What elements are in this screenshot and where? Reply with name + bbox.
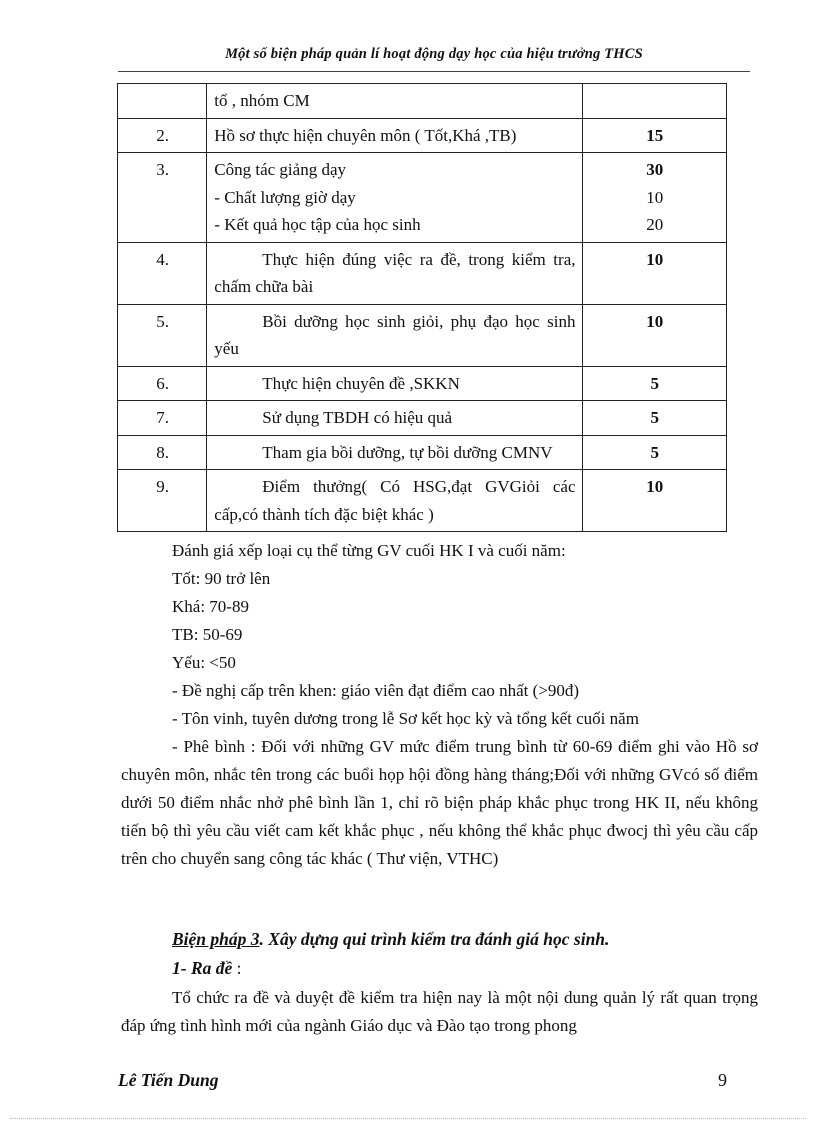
points-value: 10 xyxy=(646,311,664,331)
criteria-line xyxy=(214,370,575,398)
criteria-number: 6. xyxy=(118,366,207,401)
grade-fair: Khá: 70-89 xyxy=(172,597,249,616)
evaluation-text xyxy=(121,537,758,873)
header-divider xyxy=(118,71,750,72)
points-value: 20 xyxy=(646,215,664,234)
criteria-row xyxy=(118,366,727,401)
criteria-line: Công tác giảng dạy xyxy=(214,160,346,179)
evaluation-intro: Đánh giá xếp loại cụ thể từng GV cuối HK I và cuối năm: xyxy=(172,541,566,560)
criteria-description xyxy=(207,153,582,243)
criteria-row xyxy=(118,118,727,153)
criteria-number: 4. xyxy=(118,242,207,304)
points-value xyxy=(590,87,721,115)
criteria-number: 3. xyxy=(118,153,207,243)
criteria-line-text: Tham gia bồi dưỡng, tự bồi dưỡng CMNV xyxy=(262,442,553,462)
grade-average: TB: 50-69 xyxy=(172,625,243,644)
section-intro xyxy=(121,984,758,1040)
criteria-line-text: Thực hiện chuyên đề ,SKKN xyxy=(262,373,460,393)
criteria-row xyxy=(118,242,727,304)
criteria-line xyxy=(214,404,575,432)
points-value: 10 xyxy=(646,477,664,496)
points-value: 10 xyxy=(646,187,664,207)
reward-item: - Đề nghị cấp trên khen: giáo viên đạt điểm cao nhất (>90đ) xyxy=(172,681,580,700)
criteria-description xyxy=(207,401,582,436)
criteria-number: 8. xyxy=(118,435,207,470)
criteria-points xyxy=(582,470,727,532)
criteria-description xyxy=(207,435,582,470)
points-value: 5 xyxy=(650,442,659,462)
criteria-number: 5. xyxy=(118,304,207,366)
criteria-line-text: Sử dụng TBDH có hiệu quả xyxy=(262,408,453,427)
criteria-number xyxy=(118,84,207,119)
criteria-description xyxy=(207,366,582,401)
criteria-row xyxy=(118,435,727,470)
sub-heading xyxy=(172,958,242,979)
points-value: 5 xyxy=(650,373,659,393)
criteria-line: - Kết quả học tập của học sinh xyxy=(214,215,421,234)
criteria-number: 7. xyxy=(118,401,207,436)
criteria-number: 9. xyxy=(118,470,207,532)
sub-heading-label: 1- Ra đề xyxy=(172,958,233,978)
criteria-line: - Chất lượng giờ dạy xyxy=(214,187,356,207)
points-value: 10 xyxy=(646,249,664,269)
section-label: Biện pháp 3 xyxy=(172,929,260,949)
criteria-points xyxy=(582,401,727,436)
section-heading xyxy=(172,929,609,950)
criteria-points xyxy=(582,304,727,366)
section-intro-text: Tổ chức ra đề và duyệt đề kiểm tra hiện nay là một nội dung quản lý rất quan trọng đáp ứng tình hình mới của ngành Giáo dục và Đào tạo trong phong xyxy=(121,988,758,1035)
criteria-line xyxy=(214,246,575,301)
criticism-item: - Phê bình : Đối với những GV mức điểm trung bình từ 60-69 điểm ghi vào Hồ sơ chuyên môn, nhắc tên trong các buổi họp hội đồng hàng tháng;Đối với những GVcó số điểm dưới 50 điểm nhắc nhở phê bình lần 1, chỉ rõ biện pháp khắc phục trong HK II, nếu không tiến bộ thì yêu cầu viết cam kết khắc phục , nếu không thể khắc phục đwocj thì yêu cầu cấp trên cho chuyển sang công tác khác ( Thư viện, VTHC) xyxy=(121,737,758,868)
criteria-line xyxy=(214,308,575,363)
criteria-line: tổ , nhóm CM xyxy=(214,91,310,110)
criteria-points xyxy=(582,84,727,119)
criteria-description xyxy=(207,470,582,532)
criteria-description xyxy=(207,242,582,304)
criteria-points xyxy=(582,153,727,243)
criteria-line-text: Điểm thưởng( Có HSG,đạt GVGiỏi các cấp,có thành tích đặc biệt khác ) xyxy=(214,477,576,524)
honor-item: - Tôn vinh, tuyên dương trong lễ Sơ kết học kỳ và tổng kết cuối năm xyxy=(172,709,639,728)
points-value: 5 xyxy=(650,408,659,427)
evaluation-criteria-table xyxy=(117,83,727,532)
page-edge xyxy=(10,1118,806,1119)
grade-weak: Yếu: <50 xyxy=(172,653,236,672)
points-value: 30 xyxy=(646,160,664,179)
criteria-points xyxy=(582,435,727,470)
sub-heading-colon: : xyxy=(232,958,242,978)
criteria-points xyxy=(582,242,727,304)
criteria-line xyxy=(214,439,575,467)
criteria-points xyxy=(582,366,727,401)
criteria-row xyxy=(118,153,727,243)
criteria-row xyxy=(118,401,727,436)
criteria-row xyxy=(118,304,727,366)
criteria-row xyxy=(118,84,727,119)
criteria-line-text: Thực hiện đúng việc ra đề, trong kiểm tra, chấm chữa bài xyxy=(214,249,576,296)
criteria-description xyxy=(207,118,582,153)
footer-author: Lê Tiến Dung xyxy=(118,1070,219,1090)
section-title: . Xây dựng qui trình kiểm tra đánh giá học sinh. xyxy=(259,929,610,949)
grade-good: Tốt: 90 trở lên xyxy=(172,569,271,588)
criteria-description xyxy=(207,304,582,366)
criteria-row xyxy=(118,470,727,532)
criteria-line xyxy=(214,473,575,528)
criteria-line-text: Bồi dưỡng học sinh giỏi, phụ đạo học sinh yếu xyxy=(214,311,576,358)
page-number: 9 xyxy=(718,1070,727,1090)
criteria-description xyxy=(207,84,582,119)
criteria-number: 2. xyxy=(118,118,207,153)
criteria-points xyxy=(582,118,727,153)
points-value: 15 xyxy=(646,125,664,145)
criteria-line: Hồ sơ thực hiện chuyên môn ( Tốt,Khá ,TB) xyxy=(214,125,517,145)
running-header-title: Một số biện pháp quản lí hoạt động dạy học của hiệu trưởng THCS xyxy=(225,46,643,62)
